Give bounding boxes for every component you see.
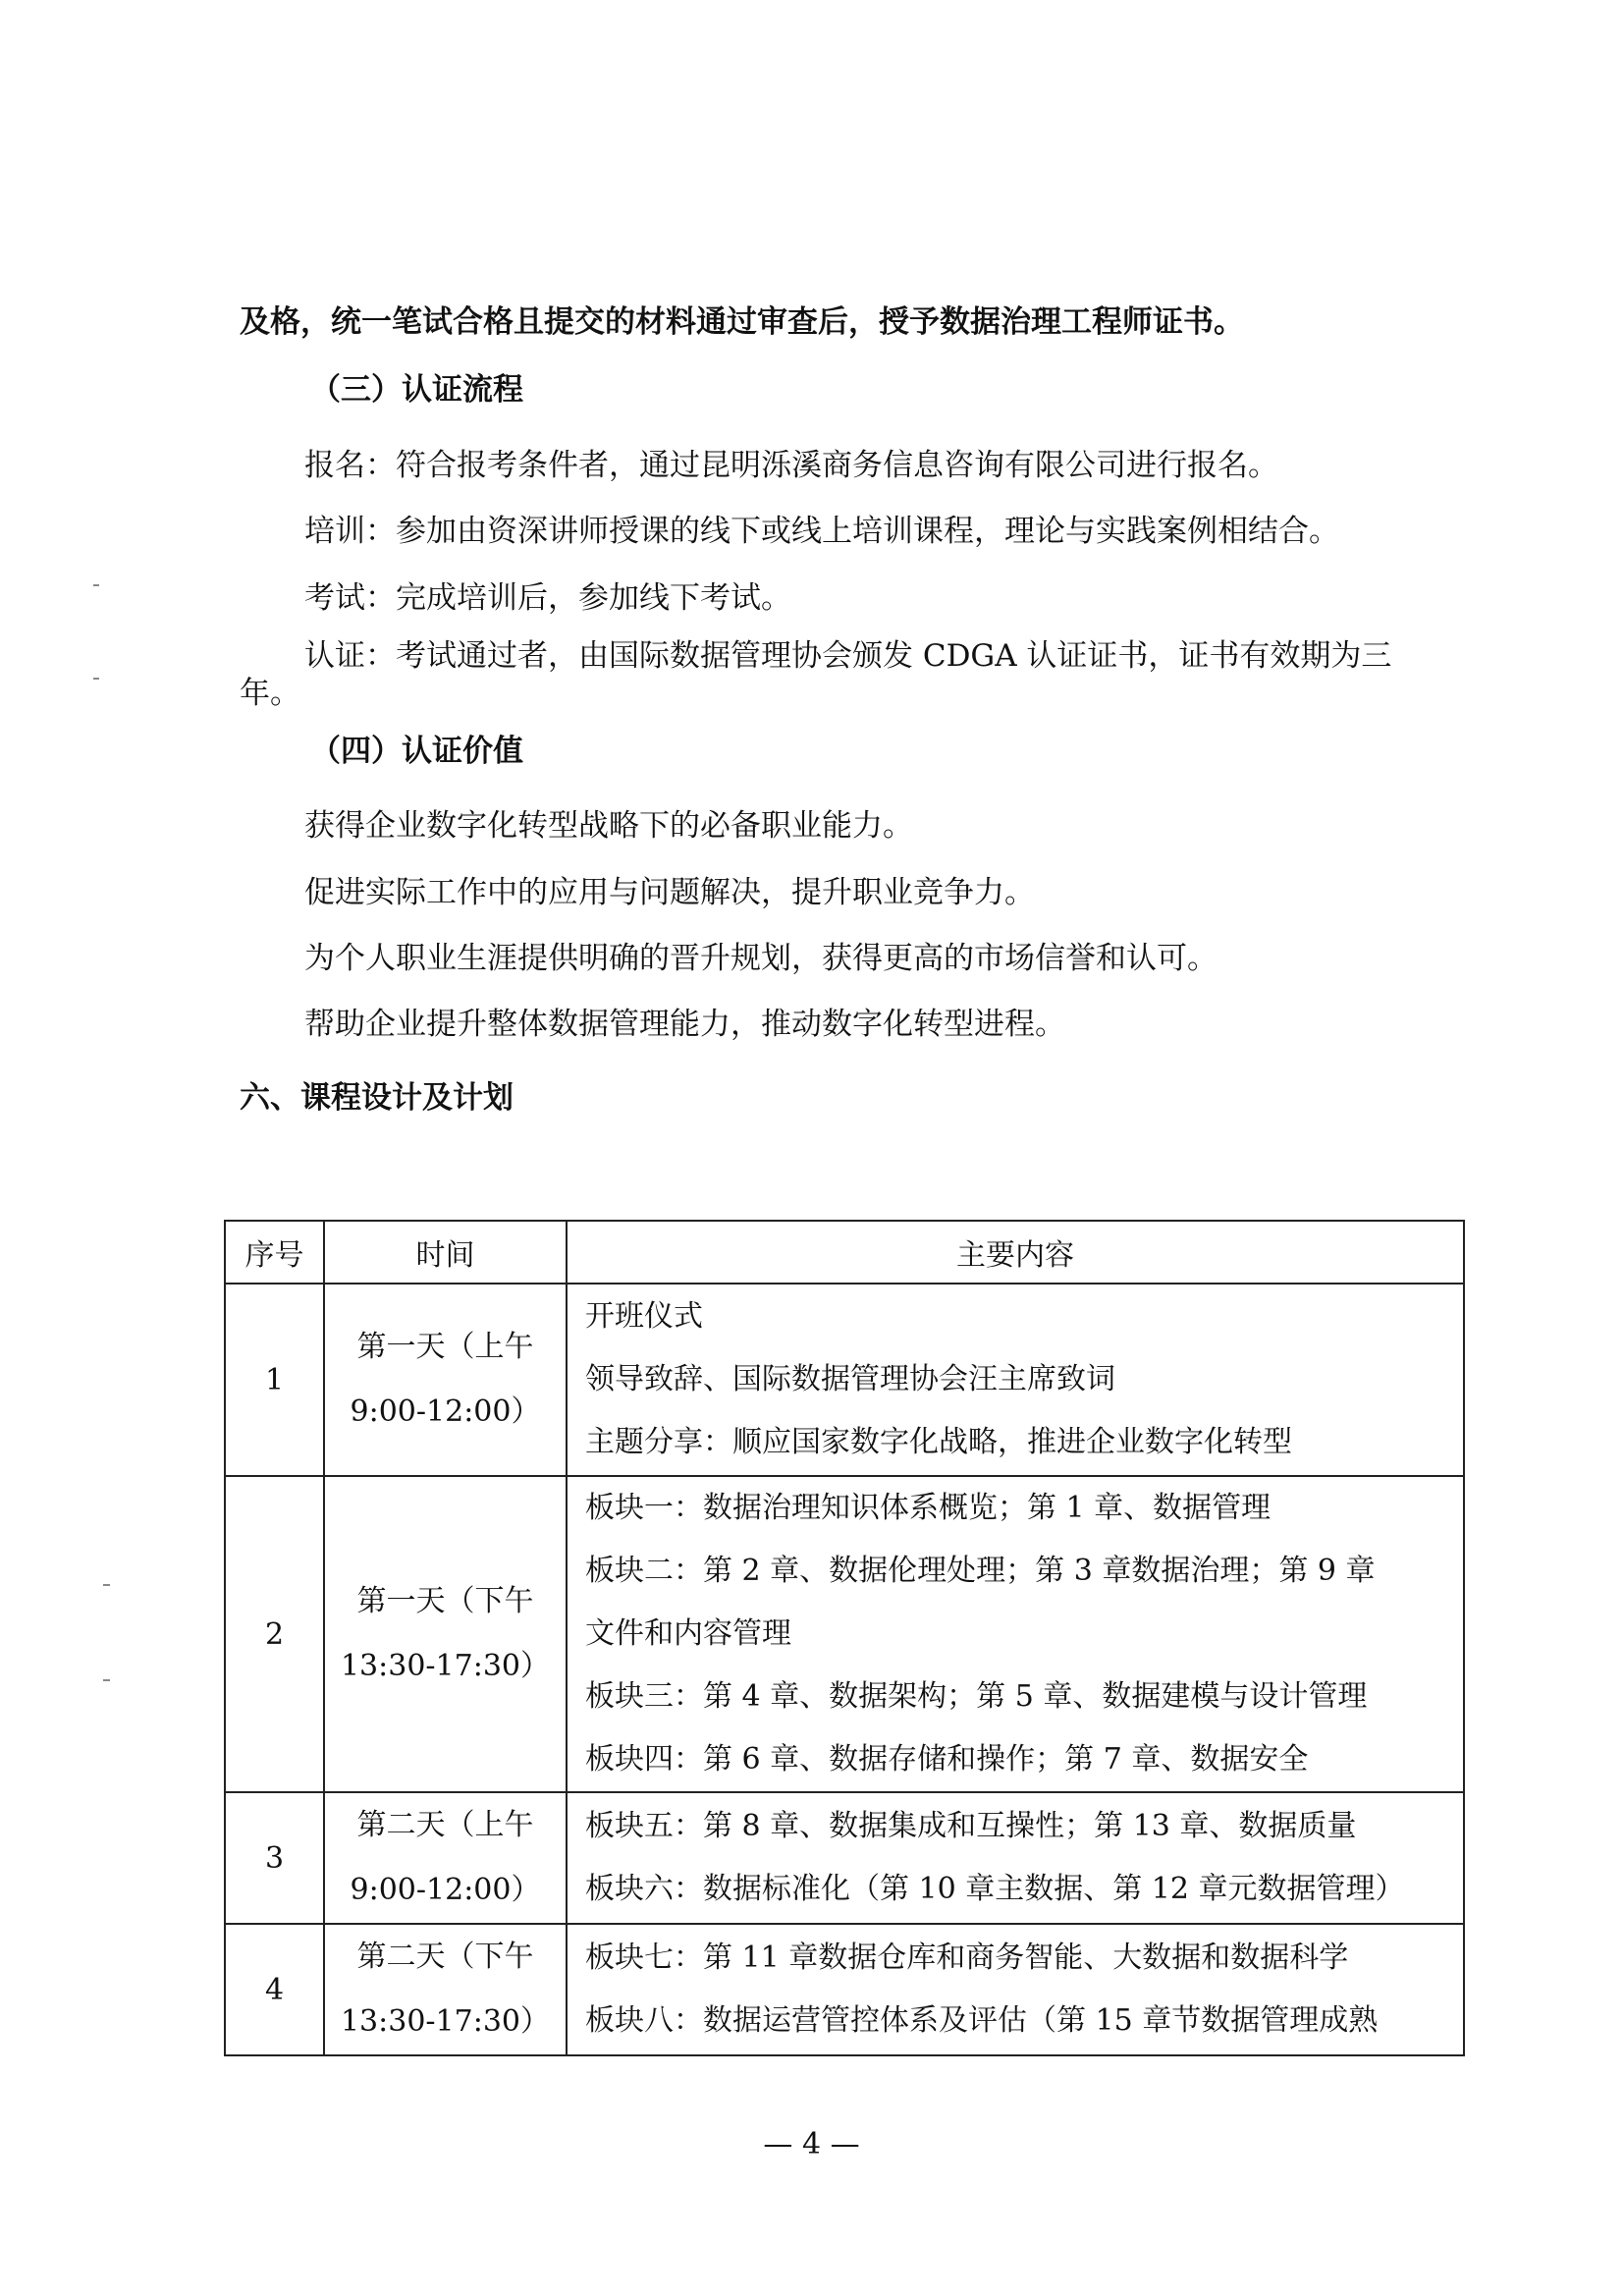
table-header-row [225, 1221, 1464, 1284]
text-registration: 报名：符合报考条件者，通过昆明泺溪商务信息咨询有限公司进行报名。 [304, 448, 1278, 483]
text-value-4: 帮助企业提升整体数据管理能力，推动数字化转型进程。 [304, 1007, 1065, 1042]
row-time [324, 1924, 567, 2055]
table-row [225, 1284, 1464, 1476]
row-time [324, 1792, 567, 1924]
content-line: 板块三：第 4 章、数据架构；第 5 章、数据建模与设计管理 [585, 1679, 1368, 1714]
header-content: 主要内容 [567, 1221, 1464, 1284]
content-line: 板块六：数据标准化（第 10 章主数据、第 12 章元数据管理） [585, 1872, 1405, 1906]
row-seq: 1 [225, 1284, 324, 1476]
row-time-day: 第二天（上午 [356, 1808, 534, 1842]
page-number: — 4 — [763, 2127, 860, 2161]
row-content [567, 1924, 1464, 2055]
row-seq: 3 [225, 1792, 324, 1924]
text-value-2: 促进实际工作中的应用与问题解决，提升职业竞争力。 [304, 875, 1035, 910]
content-line: 开班仪式 [585, 1299, 703, 1334]
text-certification-cont: 年。 [240, 676, 300, 711]
heading-course-plan: 六、课程设计及计划 [240, 1080, 514, 1116]
row-time-day: 第一天（下午 [356, 1584, 534, 1618]
row-time-hours: 13:30-17:30） [340, 2004, 551, 2039]
row-time-hours: 13:30-17:30） [340, 1649, 551, 1683]
table-row [225, 1924, 1464, 2055]
scan-mark [93, 584, 99, 586]
content-line: 板块一：数据治理知识体系概览；第 1 章、数据管理 [585, 1491, 1271, 1525]
content-line: 主题分享：顺应国家数字化战略，推进企业数字化转型 [585, 1425, 1292, 1459]
heading-certification-process: （三）认证流程 [310, 372, 523, 408]
table-row [225, 1476, 1464, 1792]
table-row [225, 1792, 1464, 1924]
content-line: 文件和内容管理 [585, 1616, 791, 1651]
row-seq: 4 [225, 1924, 324, 2055]
header-seq: 序号 [225, 1221, 324, 1284]
content-line: 板块五：第 8 章、数据集成和互操性；第 13 章、数据质量 [585, 1809, 1357, 1843]
text-certification: 认证：考试通过者，由国际数据管理协会颁发 CDGA 认证证书，证书有效期为三 [304, 638, 1392, 674]
content-line: 领导致辞、国际数据管理协会汪主席致词 [585, 1362, 1115, 1396]
row-time-day: 第二天（下午 [356, 1940, 534, 1974]
row-time [324, 1284, 567, 1476]
content-line: 板块七：第 11 章数据仓库和商务智能、大数据和数据科学 [585, 1941, 1349, 1975]
heading-certification-value: （四）认证价值 [310, 734, 523, 769]
row-content [567, 1284, 1464, 1476]
content-line: 板块四：第 6 章、数据存储和操作；第 7 章、数据安全 [585, 1742, 1309, 1777]
header-time: 时间 [324, 1221, 567, 1284]
content-line: 板块二：第 2 章、数据伦理处理；第 3 章数据治理；第 9 章 [585, 1554, 1376, 1588]
text-value-1: 获得企业数字化转型战略下的必备职业能力。 [304, 808, 913, 844]
row-content [567, 1792, 1464, 1924]
content-line: 板块八：数据运营管控体系及评估（第 15 章节数据管理成熟 [585, 2003, 1379, 2038]
text-value-3: 为个人职业生涯提供明确的晋升规划，获得更高的市场信誉和认可。 [304, 941, 1217, 976]
text-exam: 考试：完成培训后，参加线下考试。 [304, 580, 791, 616]
scan-mark [103, 1679, 110, 1681]
scan-mark [93, 678, 99, 680]
scan-mark [103, 1584, 110, 1586]
row-time-day: 第一天（上午 [356, 1330, 534, 1364]
row-seq: 2 [225, 1476, 324, 1792]
row-time [324, 1476, 567, 1792]
row-content [567, 1476, 1464, 1792]
row-time-hours: 9:00-12:00） [350, 1394, 541, 1429]
paragraph-continuation: 及格，统一笔试合格且提交的材料通过审查后，授予数据治理工程师证书。 [240, 304, 1244, 340]
row-time-hours: 9:00-12:00） [350, 1873, 541, 1907]
text-training: 培训：参加由资深讲师授课的线下或线上培训课程，理论与实践案例相结合。 [304, 514, 1339, 549]
course-plan-table [224, 1220, 1465, 2056]
